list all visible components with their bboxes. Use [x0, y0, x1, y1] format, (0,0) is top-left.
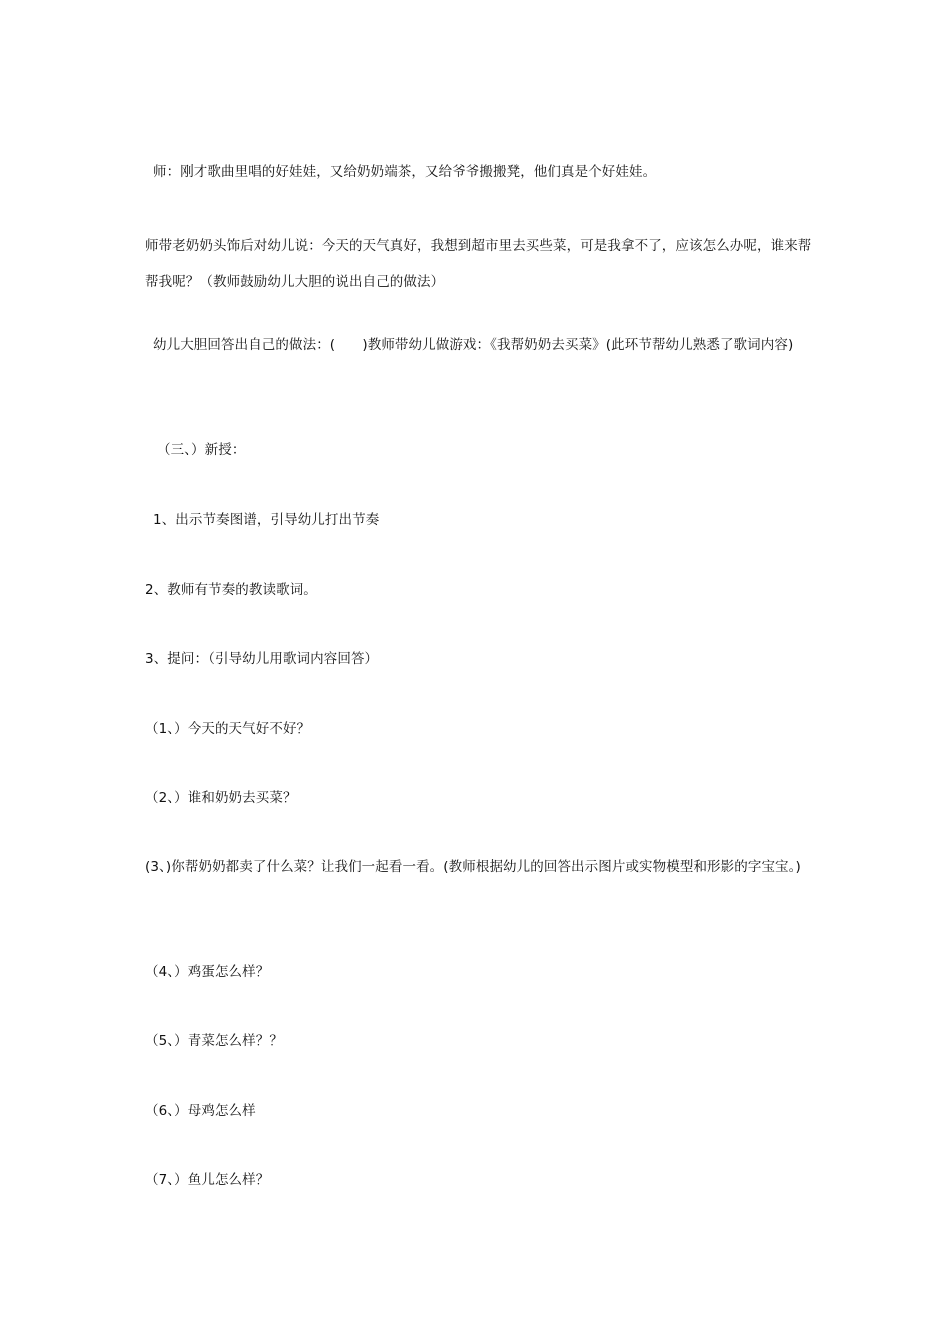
question-6: （6、）母鸡怎么样 — [145, 1103, 256, 1119]
section-heading-new-lesson: （三、）新授： — [157, 442, 246, 458]
question-2: （2、）谁和奶奶去买菜？ — [145, 790, 297, 806]
paragraph-children-answer: 幼儿大胆回答出自己的做法：( )教师带幼儿做游戏：《我帮奶奶去买菜》(此环节帮幼儿熟悉了歌词内容) — [153, 337, 794, 353]
list-item-1: 1、出示节奏图谱，引导幼儿打出节奏 — [153, 512, 380, 528]
question-1: （1、）今天的天气好不好？ — [145, 721, 311, 737]
paragraph-grandma-role: 师带老奶奶头饰后对幼儿说：今天的天气真好，我想到超市里去买些菜，可是我拿不了，应该怎么办呢，谁来帮帮我呢？（教师鼓励幼儿大胆的说出自己的做法） — [145, 238, 812, 290]
question-4: （4、）鸡蛋怎么样？ — [145, 964, 270, 980]
paragraph-teacher-remark: 师：刚才歌曲里唱的好娃娃，又给奶奶端茶，又给爷爷搬搬凳，他们真是个好娃娃。 — [153, 164, 657, 180]
question-7: （7、）鱼儿怎么样？ — [145, 1172, 270, 1188]
list-item-2: 2、教师有节奏的教读歌词。 — [145, 582, 317, 598]
question-5: （5、）青菜怎么样？？ — [145, 1033, 283, 1049]
list-item-3: 3、提问：（引导幼儿用歌词内容回答） — [145, 651, 379, 667]
question-3: (3、)你帮奶奶都卖了什么菜？让我们一起看一看。(教师根据幼儿的回答出示图片或实物模型和形影的字宝宝。) — [145, 859, 801, 875]
